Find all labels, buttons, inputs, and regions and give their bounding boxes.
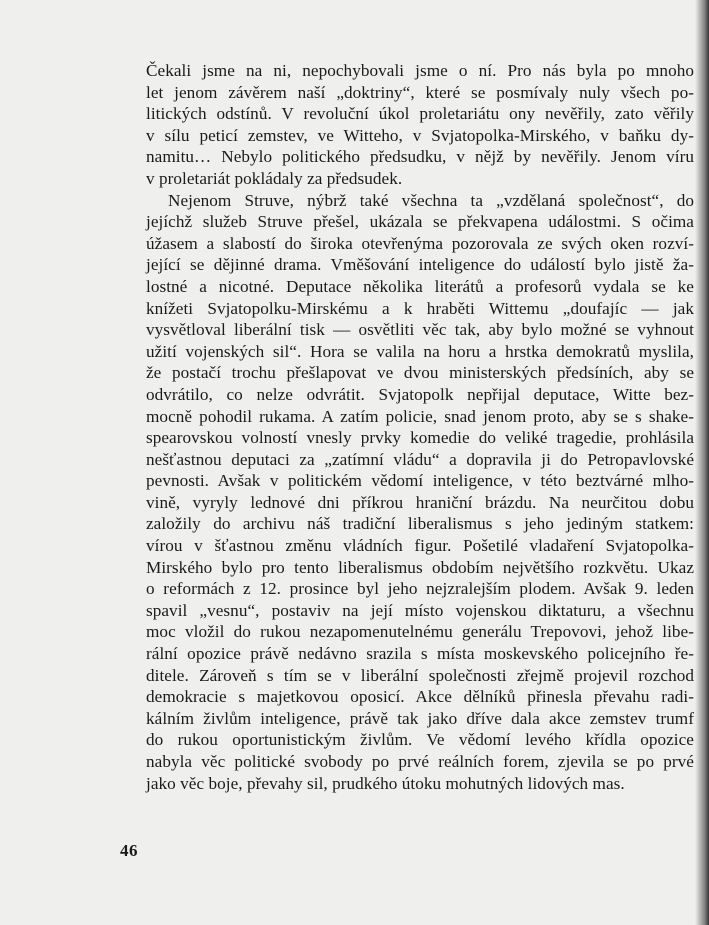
- text-line: kálním živlům inteligence, právě tak jako dříve dala akce zemstev trumf: [146, 708, 694, 728]
- text-line: lostné a nicotné. Deputace několika literátů a profesorů vydala se ke: [146, 276, 694, 296]
- text-line: knížeti Svjatopolku-Mirskému a k hraběti Wittemu „doufajíc — jak: [146, 298, 694, 318]
- text-line: rální opozice právě nedávno srazila s místa moskevského policejního ře-: [146, 644, 694, 664]
- text-line: že postačí trochu přešlapovat ve dvou ministerských předsíních, aby se: [146, 363, 694, 383]
- text-line: pevnosti. Avšak v politickém vědomí inteligence, v této beztvárné mlho-: [146, 471, 694, 491]
- text-line: vírou v šťastnou změnu vládních figur. Pošetilé vladaření Svjatopolka-: [146, 536, 694, 556]
- page-edge-shadow: [695, 0, 709, 925]
- text-line: užití vojenských sil“. Hora se valila na horu a hrstka demokratů myslila,: [146, 341, 694, 361]
- text-line: jako věc boje, převahy sil, prudkého útoku mohutných lidových mas.: [146, 773, 625, 793]
- text-line: ditele. Zároveň s tím se v liberální společnosti zřejmě projevil rozchod: [146, 665, 694, 685]
- text-line: o reformách z 12. prosince byl jeho nejzralejším plodem. Avšak 9. leden: [146, 579, 694, 599]
- page-number: 46: [120, 841, 138, 860]
- text-line: vině, vyryly lednové dni příkrou hraniční brázdu. Na neurčitou dobu: [146, 492, 694, 512]
- text-line: Nejenom Struve, nýbrž také všechna ta „vzdělaná společnost“, do: [168, 190, 694, 210]
- text-line: spearovskou volností vnesly prvky komedie do veliké tragedie, prohlásila: [146, 428, 694, 448]
- text-line: jející se dějinné drama. Vměšování inteligence do událostí bylo jistě ža-: [146, 255, 694, 275]
- text-line: demokracie s majetkovou oposicí. Akce dělníků přinesla převahu radi-: [146, 687, 694, 707]
- text-line: nabyla věc politické svobody po prvé reálních forem, zjevila se po prvé: [146, 752, 694, 771]
- text-line: vysvětloval liberální tisk — osvětliti věc tak, aby bylo možné se vyhnout: [146, 320, 694, 340]
- text-line: v sílu peticí zemstev, ve Witteho, v Svjatopolka-Mirského, v baňku dy-: [146, 125, 694, 145]
- text-line: úžasem a slabostí do široka otevřenýma pozorovala ze svých oken rozví-: [146, 233, 694, 253]
- body-text: [146, 60, 694, 794]
- text-line: let jenom závěrem naší „doktriny“, které se posmívaly nuly všech po-: [146, 82, 694, 102]
- text-line: moc vložil do rukou nezapomenutelnému generálu Trepovovi, jehož libe-: [146, 622, 694, 642]
- text-line: Čekali jsme na ni, nepochybovali jsme o ní. Pro nás byla po mnoho: [146, 61, 694, 80]
- text-line: spavil „vesnu“, postaviv na její místo vojenskou diktaturu, a všechnu: [146, 600, 694, 620]
- text-line: v proletariát pokládaly za předsudek.: [146, 168, 403, 188]
- text-line: Mirského bylo pro tento liberalismus obdobím největšího rozkvětu. Ukaz: [146, 557, 694, 577]
- text-line: namitu… Nebylo politického předsudku, v nějž by nevěřily. Jenom víru: [146, 147, 694, 167]
- text-line: nešťastnou deputaci za „zatímní vládu“ a dopravila ji do Petropavlovské: [146, 449, 694, 469]
- text-line: jejíchž služeb Struve přešel, ukázala se překvapena událostmi. S očima: [146, 212, 694, 232]
- text-line: mocně pohodil rukama. A zatím policie, snad jenom proto, aby se s shake-: [146, 406, 694, 426]
- text-line: odvrátilo, co nelze odvrátit. Svjatopolk nepřijal deputace, Witte bez-: [146, 384, 694, 404]
- text-line: založily do archivu náš tradiční liberalismus s jeho jediným statkem:: [146, 514, 694, 534]
- text-line: do rukou oportunistickým živlům. Ve vědomí levého křídla opozice: [146, 730, 694, 750]
- text-line: litických odstínů. V revoluční úkol proletariátu ony nevěřily, zato věřily: [146, 104, 694, 124]
